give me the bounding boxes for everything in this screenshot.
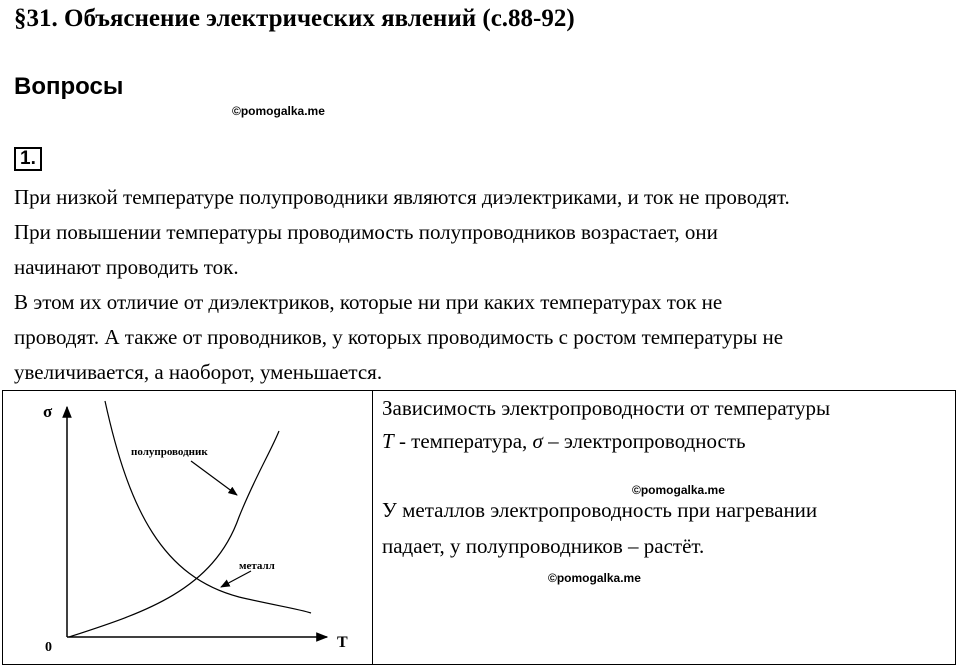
semiconductor-pointer	[191, 461, 237, 495]
answer-line: проводят. А также от проводников, у которых проводимость с ростом температуры не	[14, 325, 784, 349]
semiconductor-curve	[69, 431, 279, 637]
answer-text	[14, 180, 954, 390]
answer-line: При повышении температуры проводимость полупроводников возрастает, они	[14, 220, 718, 244]
symbol-t: T	[382, 429, 394, 453]
explanation-line-1: Зависимость электропроводности от температуры	[382, 396, 831, 420]
question-number: 1.	[14, 147, 42, 171]
watermark: ©pomogalka.me	[548, 571, 641, 585]
watermark: ©pomogalka.me	[632, 483, 725, 497]
table-divider	[372, 391, 373, 664]
semiconductor-label: полупроводник	[131, 446, 208, 458]
sigma-definition: – электропроводность	[542, 429, 746, 453]
metal-label: металл	[239, 560, 275, 572]
answer-line: увеличивается, а наоборот, уменьшается.	[14, 360, 383, 384]
explanation-line-2	[382, 425, 746, 458]
page-title: §31. Объяснение электрических явлений (с.88-92)	[14, 5, 575, 32]
section-heading: Вопросы	[14, 73, 124, 100]
explanation-line-4: падает, у полупроводников – растёт.	[382, 534, 705, 558]
answer-line: начинают проводить ток.	[14, 255, 239, 279]
metal-curve	[105, 401, 311, 613]
t-definition: - температура,	[393, 429, 533, 453]
origin-label: 0	[45, 640, 52, 655]
conductivity-graph	[3, 391, 371, 664]
x-axis-label: T	[337, 634, 348, 651]
explanation-line-3: У металлов электропроводность при нагревании	[382, 498, 818, 522]
watermark: ©pomogalka.me	[232, 104, 325, 118]
metal-pointer	[221, 571, 251, 587]
y-axis-label: σ	[43, 402, 53, 421]
answer-line: При низкой температуре полупроводники являются диэлектриками, и ток не проводят.	[14, 185, 790, 209]
symbol-sigma: σ	[532, 429, 543, 453]
answer-line: В этом их отличие от диэлектриков, которые ни при каких температурах ток не	[14, 290, 723, 314]
